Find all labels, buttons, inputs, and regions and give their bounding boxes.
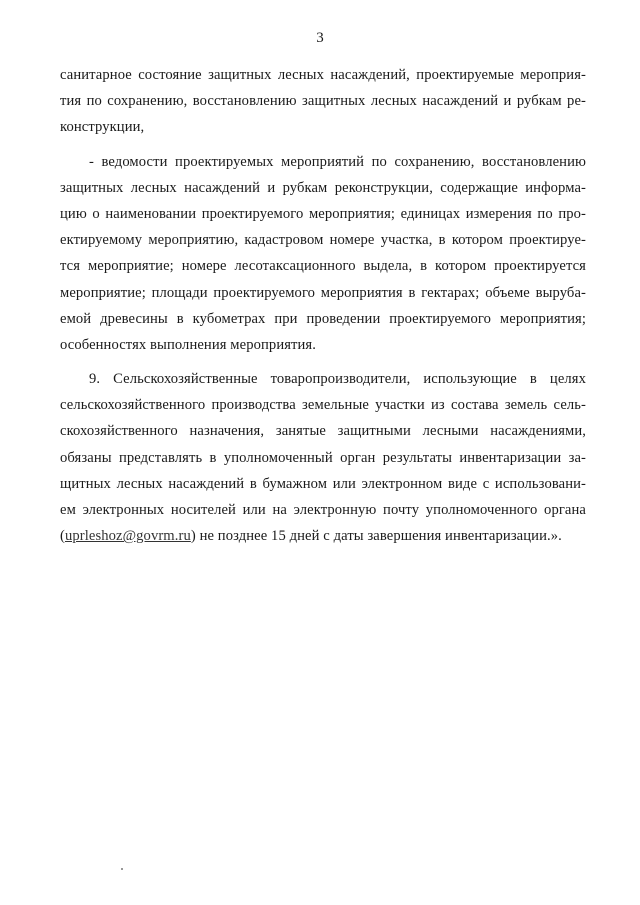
- text-line: санитарное состояние защитных лесных насаждений, проектируемые мероприя-: [60, 67, 586, 83]
- paragraph-gap: [60, 141, 586, 149]
- document-body: [60, 62, 586, 549]
- page-number: 3: [316, 30, 324, 46]
- text-line: тся мероприятие; номере лесотаксационного выдела, в котором проектируется: [60, 258, 586, 275]
- text-line: обязаны представлять в уполномоченный орган результаты инвентаризации за-: [60, 449, 586, 466]
- paragraph-item-9: [60, 366, 586, 549]
- text-line: особенностях выполнения мероприятия.: [60, 336, 316, 353]
- text-line: защитных лесных насаждений и рубкам реконструкции, содержащие информа-: [60, 179, 586, 196]
- paragraph-statements: [60, 149, 586, 359]
- paragraph-sanitary-state: [60, 62, 586, 141]
- text-line: конструкции,: [60, 119, 145, 136]
- text-line: сельскохозяйственного производства земельные участки из состава земель сель-: [60, 397, 586, 414]
- text-line: скохозяйственного назначения, занятые защитными лесными насаждениями,: [60, 423, 586, 440]
- text-line: тия по сохранению, восстановлению защитных лесных насаждений и рубкам ре-: [60, 93, 586, 110]
- open-paren: (: [60, 528, 65, 545]
- deadline-text: ) не позднее 15 дней с даты завершения инвентаризации.».: [190, 528, 562, 545]
- text-line: ем электронных носителей или на электронную почту уполномоченного органа: [60, 502, 586, 518]
- text-line: щитных лесных насаждений в бумажном или электронном виде с использовани-: [60, 475, 586, 492]
- final-text-line: [60, 523, 586, 549]
- text-line: ектируемому мероприятию, кадастровом номере участка, в котором проектируе-: [60, 232, 586, 249]
- text-line: цию о наименовании проектируемого мероприятия; единицах измерения по про-: [60, 205, 586, 222]
- email-link[interactable]: uprleshoz@govrm.ru: [64, 528, 191, 545]
- text-line: мероприятие; площади проектируемого мероприятия в гектарах; объеме выруба-: [60, 284, 586, 301]
- text-line: 9. Сельскохозяйственные товаропроизводители, использующие в целях: [89, 371, 586, 388]
- text-line: емой древесины в кубометрах при проведении проектируемого мероприятия;: [60, 310, 586, 327]
- scan-speck: [121, 868, 123, 870]
- paragraph-gap: [60, 358, 586, 366]
- text-line: - ведомости проектируемых мероприятий по сохранению, восстановлению: [89, 153, 586, 170]
